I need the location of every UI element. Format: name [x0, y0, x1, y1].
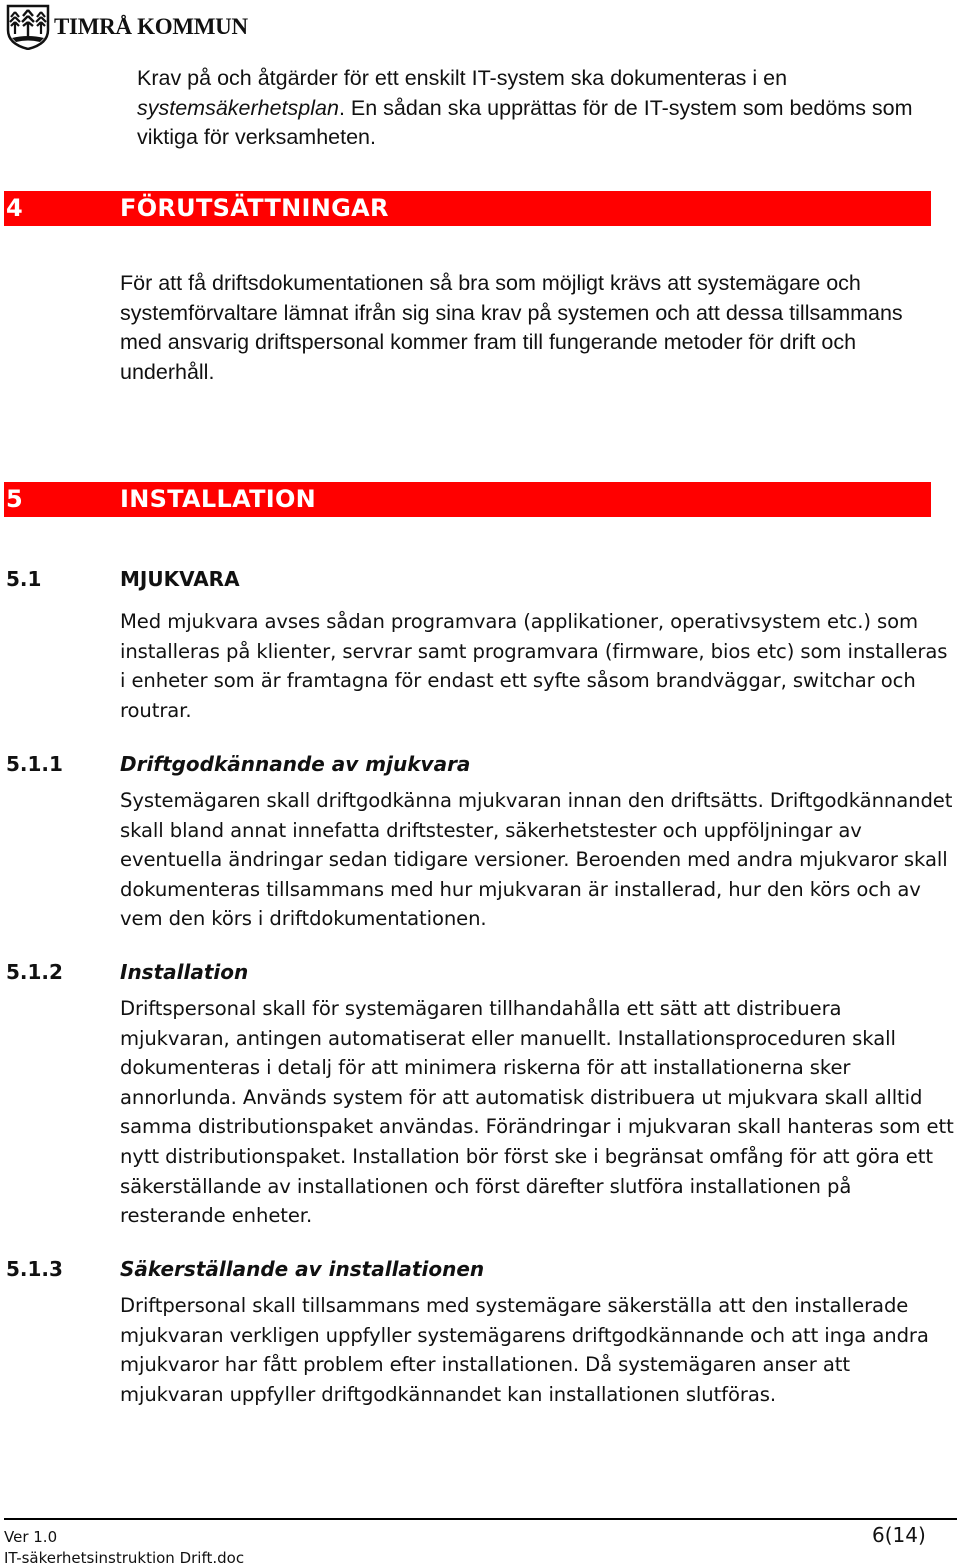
section-5-1-3-number: 5.1.3	[6, 1257, 63, 1281]
section-4-body: För att få driftsdokumentationen så bra som möjligt krävs att systemägare och systemförvaltare lämnat ifrån sig sina krav på systemen och att dessa tillsammans med ansvarig driftspersonal kommer fram till fungerande metoder för drift och underhåll.	[120, 271, 903, 384]
footer-page-number: 6(14)	[872, 1523, 926, 1547]
intro-text-italic: systemsäkerhetsplan	[137, 95, 339, 120]
section-5-1-1-number: 5.1.1	[6, 752, 63, 776]
section-5-1-body: Med mjukvara avses sådan programvara (applikationer, operativsystem etc.) som installeras på klienter, servrar samt programvara (firmware, bios etc) som installeras i enheter som är framtagna för endast ett syfte såsom brandväggar, switchar och routrar.	[120, 610, 948, 722]
section-5-1-number: 5.1	[6, 567, 42, 591]
section-5-1-2-number: 5.1.2	[6, 960, 63, 984]
intro-text-end: . En sådan ska upprättas för de IT-system som bedöms som viktiga för verksamheten.	[137, 95, 913, 150]
section-5-1-1-body: Systemägaren skall driftgodkänna mjukvaran innan den driftsätts. Driftgodkännandet skall bland annat innefatta driftstester, säkerhetstester och uppföljningar av eventuella ändringar sedan tidigare versioner. Beroenden med andra mjukvaror skall dokumenteras tillsammans med hur mjukvaran är installerad, hur den körs och av vem den körs i driftdokumentationen.	[120, 789, 953, 931]
section-4-title: FÖRUTSÄTTNINGAR	[120, 194, 389, 222]
section-5-1-3-title: Säkerställande av installationen	[120, 1257, 485, 1281]
org-name: TIMRÅ KOMMUN	[54, 14, 248, 39]
intro-paragraph	[137, 64, 947, 153]
footer-filename: IT-säkerhetsinstruktion Drift.doc	[4, 1549, 245, 1567]
section-4-banner	[4, 191, 931, 226]
section-5-1-2-title: Installation	[120, 960, 249, 984]
section-5-number: 5	[6, 485, 23, 513]
header-logo	[6, 4, 248, 50]
section-5-1-2-body: Driftspersonal skall för systemägaren tillhandahålla ett sätt att distribuera mjukvaran, antingen automatiserat eller manuellt. Installationsproceduren skall dokumenteras i detalj för att minimera riskerna för att installationerna sker annorlunda. Används system för att automatisk distribuera ut mjukvara skall alltid samma distributionspaket användas. Förändringar i mjukvaran skall hanteras som ett nytt distributionspaket. Installation bör först ske i begränsat omfång för att göra ett säkerställande av installationen och först därefter slutföra installationen på resterande enheter.	[120, 997, 954, 1228]
section-5-banner	[4, 482, 931, 517]
trees-crest-icon	[6, 4, 50, 50]
section-5-1-3-body: Driftpersonal skall tillsammans med systemägare säkerställa att den installerade mjukvaran verkligen uppfyller systemägarens driftgodkännande och att inga andra mjukvaror har fått problem efter installationen. Då systemägaren anser att mjukvaran uppfyller driftgodkännandet kan installationen slutföras.	[120, 1294, 929, 1406]
footer-divider	[4, 1518, 957, 1520]
section-4-number: 4	[6, 194, 23, 222]
intro-text-start: Krav på och åtgärder för ett enskilt IT-system ska dokumenteras i en	[137, 66, 788, 90]
section-5-1-1-title: Driftgodkännande av mjukvara	[120, 752, 471, 776]
section-5-1-title: MJUKVARA	[120, 567, 240, 591]
section-5-title: INSTALLATION	[120, 485, 317, 513]
footer-version: Ver 1.0	[4, 1528, 58, 1546]
